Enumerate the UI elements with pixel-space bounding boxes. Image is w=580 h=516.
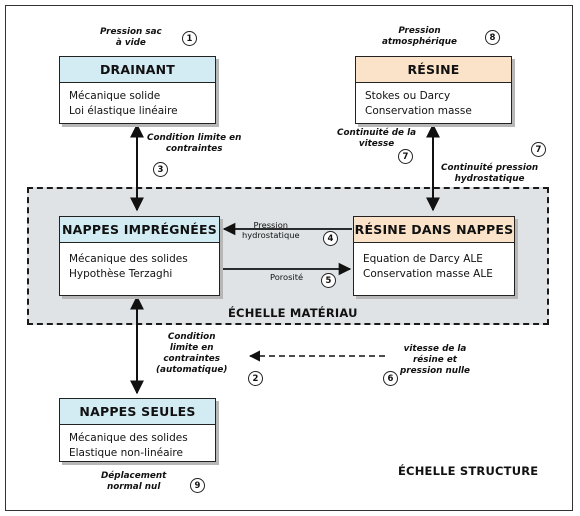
box-drainant-line-1: Mécanique solide xyxy=(69,90,161,102)
box-resine xyxy=(355,56,512,124)
box-drainant-title: DRAINANT xyxy=(60,57,215,83)
label-vitesse-resine: vitesse de la résine et pression nulle xyxy=(400,344,470,376)
box-nappes-impregnees-line-1: Mécanique des solides xyxy=(69,253,188,265)
box-nappes-seules-title: NAPPES SEULES xyxy=(60,399,215,425)
label-deplacement: Déplacement normal nul xyxy=(101,471,167,492)
label-pression-atmospherique: Pression atmosphérique xyxy=(382,26,457,47)
label-continuite-vitesse: Continuité de la vitesse xyxy=(337,128,417,149)
box-drainant xyxy=(59,56,216,124)
box-nappes-seules xyxy=(59,398,216,462)
number-9: 9 xyxy=(190,478,205,493)
box-nappes-seules-line-2: Elastique non-linéaire xyxy=(69,447,183,459)
label-condition-automatique: Condition limite en contraintes (automatique) xyxy=(156,332,228,375)
box-resine-line-1: Stokes ou Darcy xyxy=(365,90,451,102)
number-4: 4 xyxy=(323,231,338,246)
label-pression-hydrostatique: Pression hydrostatique xyxy=(242,220,300,240)
box-resine-dans-nappes-line-1: Equation de Darcy ALE xyxy=(363,253,483,265)
number-8: 8 xyxy=(485,30,500,45)
number-3: 3 xyxy=(153,162,168,177)
box-nappes-seules-line-1: Mécanique des solides xyxy=(69,432,188,444)
box-resine-dans-nappes-title: RÉSINE DANS NAPPES xyxy=(354,217,514,243)
number-2: 2 xyxy=(248,371,263,386)
scale-structure: ÉCHELLE STRUCTURE xyxy=(398,464,539,478)
box-nappes-impregnees xyxy=(59,216,220,296)
box-resine-dans-nappes-line-2: Conservation masse ALE xyxy=(363,268,493,280)
box-resine-title: RÉSINE xyxy=(356,57,511,83)
scale-materiau: ÉCHELLE MATÉRIAU xyxy=(228,306,358,320)
box-resine-line-2: Conservation masse xyxy=(365,105,472,117)
number-5: 5 xyxy=(321,273,336,288)
label-porosite: Porosité xyxy=(270,272,304,282)
label-pression-sac: Pression sac à vide xyxy=(100,27,162,48)
label-condition-limite: Condition limite en contraintes xyxy=(147,133,242,154)
box-resine-dans-nappes xyxy=(353,216,515,296)
box-nappes-impregnees-title: NAPPES IMPRÉGNÉES xyxy=(60,217,219,243)
box-drainant-line-2: Loi élastique linéaire xyxy=(69,105,178,117)
number-7-right: 7 xyxy=(531,142,546,157)
box-nappes-impregnees-line-2: Hypothèse Terzaghi xyxy=(69,268,173,280)
number-6: 6 xyxy=(383,371,398,386)
label-continuite-pression: Continuité pression hydrostatique xyxy=(441,163,539,184)
number-1: 1 xyxy=(182,31,197,46)
number-7-left: 7 xyxy=(398,149,413,164)
